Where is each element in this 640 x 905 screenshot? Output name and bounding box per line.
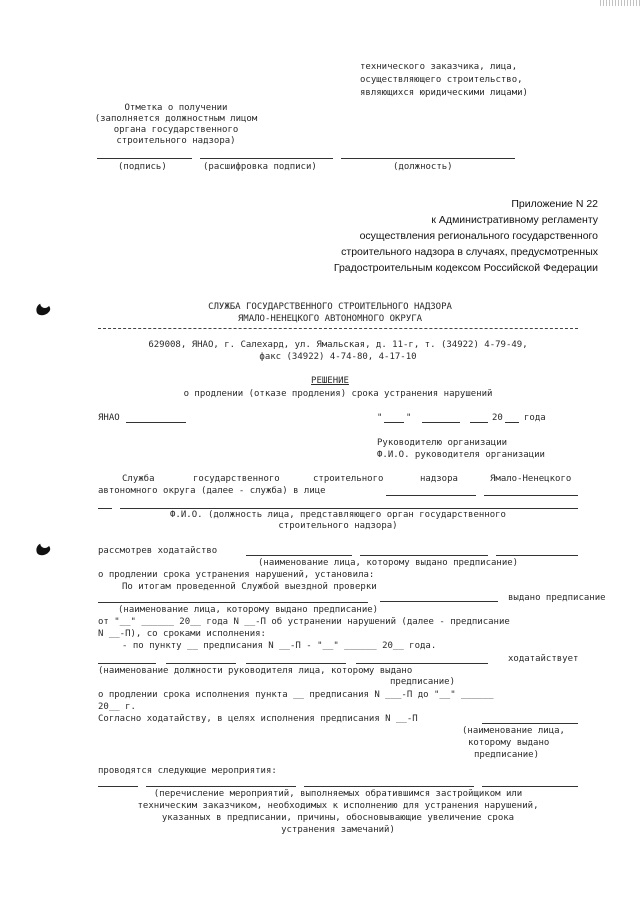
from-line: от "__" ______ 20__ года N __-П об устранении нарушений (далее - предписание (98, 617, 510, 627)
name-caption-2: (наименование лица, которому выдано предписание) (118, 605, 379, 615)
date-quote-open: " (377, 413, 383, 423)
org-divider (98, 328, 578, 329)
signature-line (97, 158, 192, 159)
according-field (482, 723, 578, 724)
official-field-1 (386, 495, 476, 496)
year-line: 20__ г. (98, 702, 136, 712)
org-address-line-1: 629008, ЯНАО, г. Салехард, ул. Ямальская, д. 11-г, т. (34922) 4-79-49, (148, 340, 528, 350)
measures-field-4 (482, 786, 578, 787)
inspection-field-2 (98, 602, 368, 603)
appendix-line-3: осуществления регионального государственного (359, 230, 598, 242)
measures-line: проводятся следующие мероприятия: (98, 766, 277, 776)
appendix-line-2: к Административному регламенту (431, 214, 598, 226)
signature-caption: (подпись) (118, 162, 167, 172)
inspection-line: По итогам проведенной Службой выездной проверки (122, 582, 377, 592)
according-line: Согласно ходатайству, в целях исполнения предписания N __-П (98, 714, 418, 724)
date-month-field (422, 422, 460, 423)
considered-label: рассмотрев ходатайство (98, 546, 218, 556)
org-address-line-2: факс (34922) 4-74-80, 4-17-10 (259, 352, 417, 362)
position-line (341, 158, 515, 159)
position-caption-1: (наименование должности руководителя лица, которому выдано (98, 666, 413, 676)
petitions-label: ходатайствует (508, 654, 579, 664)
service-word-3: строительного (313, 474, 384, 484)
year-suffix: года (524, 413, 546, 423)
org-name-line-1: СЛУЖБА ГОСУДАРСТВЕННОГО СТРОИТЕЛЬНОГО НАДЗОРА (208, 302, 452, 312)
official-field-lead (98, 508, 112, 509)
petition-field-3 (496, 555, 578, 556)
receipt-note-line-3: органа государственного (113, 125, 239, 135)
list-caption-1: (перечисление мероприятий, выполняемых обратившимся застройщиком или (153, 789, 523, 799)
measures-field-1 (98, 786, 138, 787)
petition-field-2 (360, 555, 488, 556)
name-caption-3a: (наименование лица, (462, 726, 565, 736)
appendix-line-4: строительного надзора в случаях, предусмотренных (341, 246, 598, 258)
service-line-2: автономного округа (далее - служба) в лице (98, 486, 326, 496)
official-caption-1: Ф.И.О. (должность лица, представляющего орган государственного (170, 510, 506, 520)
top-right-line-1: технического заказчика, лица, (360, 62, 518, 72)
date-quote-close: " (406, 413, 412, 423)
scan-artifact (600, 0, 640, 6)
date-day-field (384, 422, 404, 423)
list-caption-4: устранения замечаний) (281, 825, 395, 835)
decoding-line (200, 158, 333, 159)
official-caption-2: строительного надзора) (278, 521, 398, 531)
position-field-2 (166, 663, 236, 664)
receipt-note-line-2: (заполняется должностным лицом (94, 114, 258, 124)
place-field (126, 422, 186, 423)
measures-field-3 (304, 786, 474, 787)
appendix-line-5: Градостроительным кодексом Российской Федерации (333, 262, 598, 274)
receipt-note-line-4: строительного надзора) (116, 136, 236, 146)
org-name-line-2: ЯМАЛО-НЕНЕЦКОГО АВТОНОМНОГО ОКРУГА (237, 314, 423, 324)
service-word-2: государственного (193, 474, 280, 484)
name-caption-3b: которому выдано (468, 738, 550, 748)
item-line: - по пункту __ предписания N __-П - "__" ______ 20__ года. (122, 641, 437, 651)
issued-label: выдано предписание (508, 593, 606, 603)
position-field-3 (246, 663, 346, 664)
position-caption: (должность) (393, 162, 453, 172)
decision-title: РЕШЕНИЕ (311, 376, 349, 386)
top-right-line-3: являющихся юридическими лицами) (360, 88, 528, 98)
service-word-5: Ямало-Ненецкого (490, 474, 572, 484)
list-caption-2: техническим заказчиком, необходимых к исполнению для устранения нарушений, (137, 801, 539, 811)
official-field-3 (120, 508, 578, 509)
receipt-note-line-1: Отметка о получении (124, 103, 228, 113)
decoding-caption: (расшифровка подписи) (203, 162, 317, 172)
position-field-1 (98, 663, 156, 664)
date-gap-field (470, 422, 488, 423)
place-label: ЯНАО (98, 413, 120, 423)
petition-field-1 (246, 555, 352, 556)
extension-line: о продлении срока устранения нарушений, установила: (98, 570, 375, 580)
addressee-line-1: Руководителю организации (377, 438, 508, 448)
year-field (505, 422, 519, 423)
punch-hole-top (34, 301, 51, 317)
inspection-field (380, 601, 498, 602)
list-caption-3: указанных в предписании, причины, обосновывающие увеличение срока (161, 813, 515, 823)
appendix-line-1: Приложение N 22 (511, 198, 598, 210)
year-prefix: 20 (492, 413, 503, 423)
n-line: N __-П), со сроками исполнения: (98, 629, 266, 639)
addressee-line-2: Ф.И.О. руководителя организации (377, 450, 545, 460)
name-caption-3c: предписание) (474, 750, 540, 760)
position-field-4 (356, 663, 488, 664)
name-caption-1: (наименование лица, которому выдано предписание) (258, 558, 519, 568)
measures-field-2 (146, 786, 296, 787)
decision-subtitle: о продлении (отказе продления) срока устранения нарушений (183, 389, 493, 399)
punch-hole-bottom (34, 541, 51, 557)
service-word-1: Служба (122, 474, 155, 484)
position-caption-2: предписание) (390, 677, 456, 687)
prolong-line: о продлении срока исполнения пункта __ предписания N ___-П до "__" ______ (98, 690, 494, 700)
service-word-4: надзора (420, 474, 458, 484)
top-right-line-2: осуществляющего строительство, (360, 75, 523, 85)
official-field-2 (484, 495, 578, 496)
